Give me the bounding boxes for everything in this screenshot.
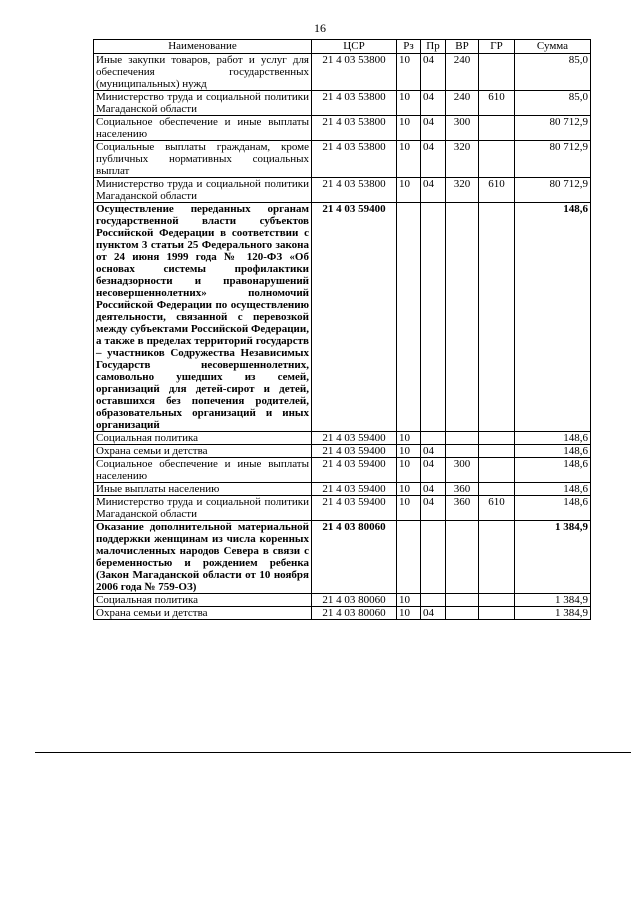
budget-table [93, 39, 591, 620]
cell-name: Иные выплаты населению [94, 483, 312, 496]
cell-gr [479, 458, 515, 483]
table-header-row [94, 40, 591, 54]
header-csr: ЦСР [312, 40, 397, 54]
table-body [94, 54, 591, 620]
bottom-divider [35, 752, 631, 753]
cell-pr: 04 [421, 91, 446, 116]
cell-gr [479, 483, 515, 496]
cell-csr: 21 4 03 59400 [312, 483, 397, 496]
cell-gr [479, 116, 515, 141]
cell-rz: 10 [397, 496, 421, 521]
cell-gr [479, 54, 515, 91]
cell-name: Иные закупки товаров, работ и услуг для обеспечения государственных (муниципальных) нужд [94, 54, 312, 91]
cell-name: Социальное обеспечение и иные выплаты населению [94, 116, 312, 141]
cell-vr [446, 521, 479, 594]
cell-gr: 610 [479, 91, 515, 116]
cell-pr: 04 [421, 445, 446, 458]
cell-sum: 148,6 [515, 445, 591, 458]
table-row [94, 607, 591, 620]
cell-rz: 10 [397, 445, 421, 458]
cell-name: Социальная политика [94, 594, 312, 607]
cell-sum: 1 384,9 [515, 607, 591, 620]
cell-gr: 610 [479, 496, 515, 521]
cell-sum: 148,6 [515, 483, 591, 496]
cell-name: Министерство труда и социальной политики Магаданской области [94, 91, 312, 116]
cell-sum: 85,0 [515, 54, 591, 91]
cell-csr: 21 4 03 53800 [312, 91, 397, 116]
cell-rz [397, 521, 421, 594]
cell-pr [421, 594, 446, 607]
cell-sum: 80 712,9 [515, 178, 591, 203]
cell-rz: 10 [397, 54, 421, 91]
cell-vr [446, 594, 479, 607]
cell-name: Министерство труда и социальной политики Магаданской области [94, 496, 312, 521]
cell-csr: 21 4 03 59400 [312, 445, 397, 458]
cell-vr: 360 [446, 496, 479, 521]
cell-rz: 10 [397, 607, 421, 620]
header-vr: ВР [446, 40, 479, 54]
table-row [94, 458, 591, 483]
cell-csr: 21 4 03 53800 [312, 141, 397, 178]
table-row [94, 54, 591, 91]
header-sum: Сумма [515, 40, 591, 54]
cell-gr [479, 594, 515, 607]
cell-pr [421, 521, 446, 594]
cell-gr [479, 521, 515, 594]
header-pr: Пр [421, 40, 446, 54]
cell-rz: 10 [397, 458, 421, 483]
cell-vr [446, 432, 479, 445]
cell-rz: 10 [397, 594, 421, 607]
cell-sum: 148,6 [515, 203, 591, 432]
cell-gr [479, 141, 515, 178]
cell-csr: 21 4 03 80060 [312, 521, 397, 594]
cell-name: Охрана семьи и детства [94, 607, 312, 620]
cell-rz: 10 [397, 141, 421, 178]
cell-pr: 04 [421, 178, 446, 203]
cell-gr [479, 432, 515, 445]
cell-pr [421, 432, 446, 445]
header-gr: ГР [479, 40, 515, 54]
cell-gr [479, 607, 515, 620]
cell-rz: 10 [397, 178, 421, 203]
cell-vr: 300 [446, 116, 479, 141]
table-row [94, 91, 591, 116]
page-number: 16 [314, 21, 326, 35]
cell-pr: 04 [421, 458, 446, 483]
table-row [94, 203, 591, 432]
cell-sum: 148,6 [515, 496, 591, 521]
cell-csr: 21 4 03 80060 [312, 607, 397, 620]
table-row [94, 445, 591, 458]
header-rz: Рз [397, 40, 421, 54]
cell-name: Социальные выплаты гражданам, кроме публичных нормативных социальных выплат [94, 141, 312, 178]
cell-sum: 1 384,9 [515, 594, 591, 607]
cell-vr [446, 203, 479, 432]
table-row [94, 521, 591, 594]
cell-name: Социальное обеспечение и иные выплаты населению [94, 458, 312, 483]
cell-vr: 320 [446, 141, 479, 178]
cell-gr [479, 445, 515, 458]
cell-pr: 04 [421, 141, 446, 178]
cell-sum: 80 712,9 [515, 141, 591, 178]
cell-sum: 148,6 [515, 432, 591, 445]
cell-name: Оказание дополнительной материальной поддержки женщинам из числа коренных малочисленных народов Севера в связи с беременностью и рождением ребенка (Закон Магаданской области от 10 ноября 2006 года № 759-ОЗ) [94, 521, 312, 594]
cell-vr: 300 [446, 458, 479, 483]
cell-vr [446, 445, 479, 458]
cell-name: Осуществление переданных органам государственной власти субъектов Российской Федерации в соответствии с пунктом 3 статьи 25 Федерального закона от 24 июня 1999 года № 120-ФЗ «Об основах системы профилактики безнадзорности и правонарушений несовершеннолетних» полномочий Российской Федерации по осуществлению деятельности, связанной с перевозкой между субъектами Российской Федерации, а также в пределах территорий государств – участников Содружества Независимых Государств несовершеннолетних, самовольно ушедших из семей, организаций для детей-сирот и детей, оставшихся без попечения родителей, образовательных организаций и иных организаций [94, 203, 312, 432]
cell-name: Министерство труда и социальной политики Магаданской области [94, 178, 312, 203]
table-row [94, 496, 591, 521]
cell-vr: 360 [446, 483, 479, 496]
cell-sum: 148,6 [515, 458, 591, 483]
table-row [94, 178, 591, 203]
cell-pr [421, 203, 446, 432]
cell-csr: 21 4 03 53800 [312, 116, 397, 141]
table-row [94, 116, 591, 141]
cell-pr: 04 [421, 116, 446, 141]
cell-pr: 04 [421, 496, 446, 521]
cell-pr: 04 [421, 54, 446, 91]
cell-name: Охрана семьи и детства [94, 445, 312, 458]
cell-sum: 85,0 [515, 91, 591, 116]
cell-vr: 240 [446, 54, 479, 91]
cell-csr: 21 4 03 80060 [312, 594, 397, 607]
cell-csr: 21 4 03 59400 [312, 432, 397, 445]
cell-rz: 10 [397, 432, 421, 445]
cell-name: Социальная политика [94, 432, 312, 445]
cell-sum: 80 712,9 [515, 116, 591, 141]
table-row [94, 432, 591, 445]
cell-vr: 240 [446, 91, 479, 116]
cell-sum: 1 384,9 [515, 521, 591, 594]
cell-csr: 21 4 03 59400 [312, 458, 397, 483]
cell-csr: 21 4 03 53800 [312, 178, 397, 203]
cell-gr: 610 [479, 178, 515, 203]
table-row [94, 483, 591, 496]
table-row [94, 594, 591, 607]
cell-vr: 320 [446, 178, 479, 203]
cell-pr: 04 [421, 607, 446, 620]
cell-vr [446, 607, 479, 620]
cell-csr: 21 4 03 59400 [312, 496, 397, 521]
table-row [94, 141, 591, 178]
cell-pr: 04 [421, 483, 446, 496]
cell-csr: 21 4 03 53800 [312, 54, 397, 91]
cell-rz: 10 [397, 116, 421, 141]
cell-rz [397, 203, 421, 432]
cell-rz: 10 [397, 91, 421, 116]
header-name: Наименование [94, 40, 312, 54]
cell-rz: 10 [397, 483, 421, 496]
cell-gr [479, 203, 515, 432]
cell-csr: 21 4 03 59400 [312, 203, 397, 432]
